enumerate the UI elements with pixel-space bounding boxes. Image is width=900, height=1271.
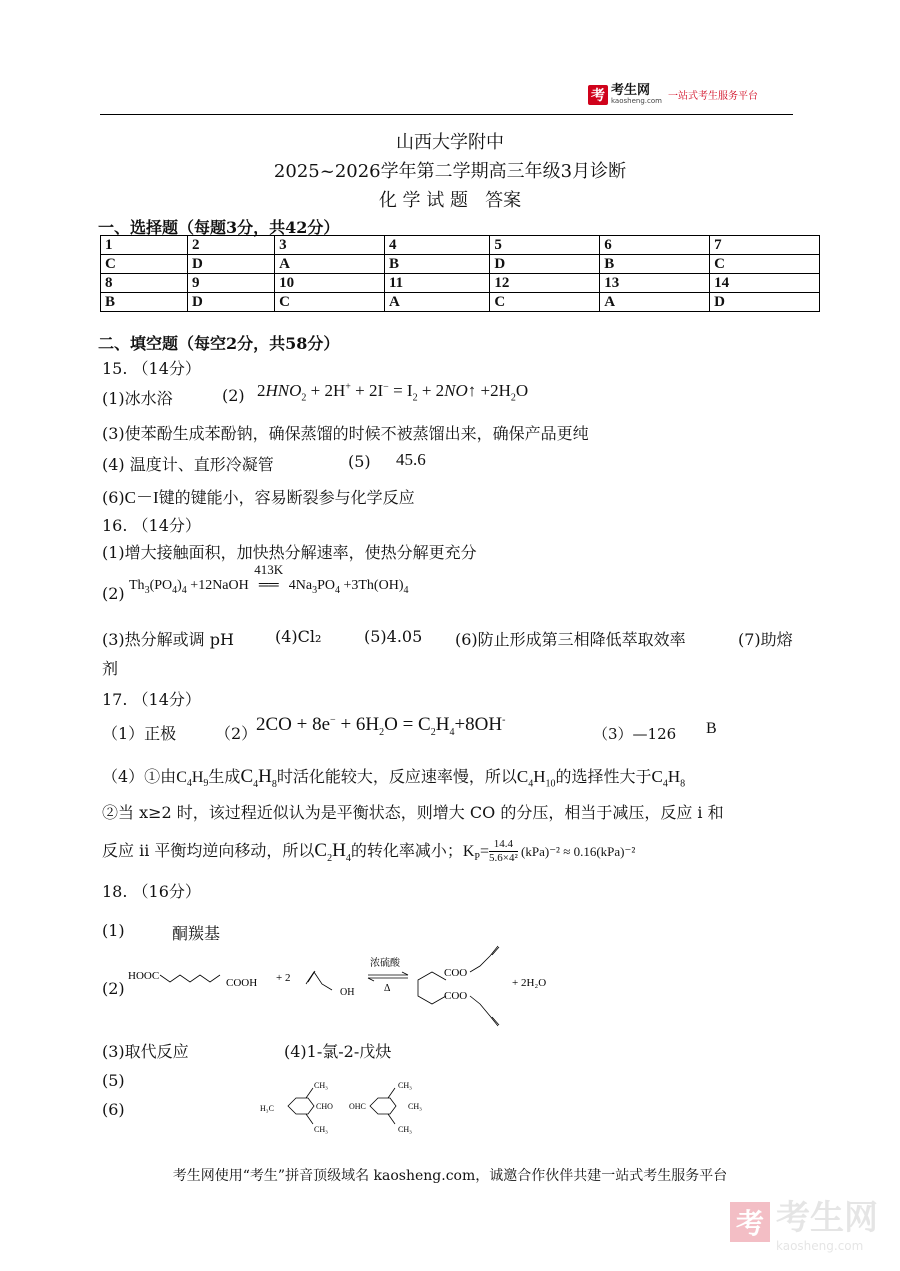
table-cell: C bbox=[490, 293, 600, 312]
bond-formula: C－I bbox=[124, 488, 159, 507]
table-cell: D bbox=[710, 293, 820, 312]
benzene-ring-left bbox=[288, 1098, 314, 1114]
q16-heading: 16. （14分） bbox=[102, 516, 201, 535]
table-cell: B bbox=[600, 255, 710, 274]
q16-answer-6: (6)防止形成第三相降低萃取效率 bbox=[455, 630, 686, 649]
kp-numerator: 14.4 bbox=[489, 838, 518, 852]
condition-heat: Δ bbox=[384, 983, 391, 994]
table-cell: 6 bbox=[600, 236, 710, 255]
methyl-bottom-right: CH₃ bbox=[398, 1125, 412, 1134]
q18-heading: 18. （16分） bbox=[102, 882, 201, 901]
table-cell: D bbox=[188, 255, 275, 274]
q15-answer-5: 45.6 bbox=[396, 450, 426, 469]
q18-answer-2-label: (2) bbox=[102, 979, 125, 998]
q16-answer-3: (3)热分解或调 pH bbox=[102, 630, 234, 649]
q15-answer-3: (3)使苯酚生成苯酚钠，确保蒸馏的时候不被蒸馏出来，确保产品更纯 bbox=[102, 424, 589, 443]
table-cell: C bbox=[275, 293, 385, 312]
methyl-bottom-left: CH₃ bbox=[314, 1125, 328, 1134]
methyl-left: H₃C bbox=[260, 1104, 274, 1113]
reagent-hooc: HOOC bbox=[128, 970, 160, 982]
exam-title: 2025~2026学年第二学期高三年级3月诊断 bbox=[273, 161, 627, 182]
table-cell: D bbox=[490, 255, 600, 274]
page-footer: 考生网使用“考生”拼音顶级域名 kaosheng.com，诚邀合作伙伴共建一站式考生服务平台 bbox=[172, 1168, 728, 1184]
q17-heading: 17. （14分） bbox=[102, 690, 201, 709]
q15-answer-1: (1)冰水浴 bbox=[102, 389, 173, 408]
q16-answer-5: (5)4.05 bbox=[364, 627, 423, 646]
q15-answer-2-label: (2) bbox=[222, 386, 245, 405]
table-cell: B bbox=[384, 255, 489, 274]
condition-h2so4: 浓硫酸 bbox=[370, 958, 400, 969]
table-cell: 5 bbox=[490, 236, 600, 255]
watermark-domain: kaosheng.com bbox=[776, 1239, 864, 1253]
watermark bbox=[730, 1190, 878, 1253]
table-cell: 2 bbox=[188, 236, 275, 255]
ester-coo-bottom: COO bbox=[444, 990, 468, 1002]
q18-answer-5-label: (5) bbox=[102, 1071, 125, 1090]
q16-answer-4: (4)Cl₂ bbox=[275, 627, 322, 646]
kp-label: K bbox=[462, 843, 475, 860]
adipic-chain bbox=[160, 975, 220, 982]
methyl-top-right: CH₃ bbox=[398, 1081, 412, 1090]
q18-answer-1-label: (1) bbox=[102, 921, 125, 940]
aldehyde-ohc: OHC bbox=[349, 1102, 366, 1111]
q15-answer-6-text: 键的键能小，容易断裂参与化学反应 bbox=[158, 488, 415, 507]
table-row bbox=[101, 255, 820, 274]
q17-answer-1: （1）正极 bbox=[102, 724, 177, 743]
q17-answer-2-label: （2） bbox=[215, 724, 258, 743]
q17-answer-4-line2: ②当 x≥2 时，该过程近似认为是平衡状态，则增大 CO 的分压，相当于减压，反应 i 和 bbox=[102, 803, 724, 822]
q18-answer-6-label: (6) bbox=[102, 1100, 125, 1119]
subject-title: 化 学 试 题 答案 bbox=[378, 190, 522, 211]
q17-answer-4-post: 时活化能较大，反应速率慢，所以 bbox=[276, 767, 517, 786]
kp-approx: ≈ 0.16(kPa)⁻² bbox=[563, 844, 636, 859]
aldehyde-cho: CHO bbox=[316, 1102, 333, 1111]
table-row bbox=[101, 236, 820, 255]
section-choice-heading: 一、选择题（每题3分，共42分） bbox=[98, 218, 340, 237]
table-cell: 10 bbox=[275, 274, 385, 293]
table-cell: 13 bbox=[600, 274, 710, 293]
ester-coo-top: COO bbox=[444, 967, 468, 979]
logo-icon: 考 bbox=[588, 85, 608, 105]
kp-denominator: 5.6×4² bbox=[489, 852, 518, 864]
benzene-ring-right bbox=[370, 1098, 396, 1114]
allyl-chain-bottom bbox=[470, 996, 498, 1026]
allyl-oh: OH bbox=[340, 987, 355, 998]
plus-two: + 2 bbox=[276, 972, 291, 984]
q16-answer-1: (1)增大接触面积，加快热分解速率，使热分解更充分 bbox=[102, 543, 477, 562]
table-cell: 11 bbox=[384, 274, 489, 293]
reagent-cooh: COOH bbox=[226, 977, 258, 989]
table-cell: B bbox=[101, 293, 188, 312]
q15-equation: $2HNO_2 + 2H^+ + 2I^- = I_2$ + 2NO↑ $+2H_2O$ bbox=[257, 381, 529, 404]
table-cell: C bbox=[101, 255, 188, 274]
section-fill-heading: 二、填空题（每空2分，共58分） bbox=[98, 334, 340, 353]
methyl-top-left: CH₃ bbox=[314, 1081, 328, 1090]
header-logo bbox=[588, 84, 758, 105]
allyl-chain-top bbox=[470, 946, 498, 972]
q15-answer-5-label: (5) bbox=[348, 452, 371, 471]
q15-answer-4: (4) 温度计、直形冷凝管 bbox=[102, 455, 274, 474]
allyl-alcohol bbox=[306, 972, 332, 990]
diester-ring bbox=[418, 972, 446, 1004]
q17-answer-4-prefix: （4）①由 bbox=[102, 767, 177, 786]
q18-answer-1: 酮羰基 bbox=[172, 924, 221, 943]
q17-answer-4-line3-post: 的转化率减小； bbox=[350, 841, 463, 860]
q17-answer-4-line3-text: 反应 ii 平衡均逆向移动，所以 bbox=[102, 841, 315, 860]
q18-answer-4: (4)1-氯-2-戊炔 bbox=[284, 1042, 392, 1061]
q15-answer-6 bbox=[102, 483, 415, 508]
answer-table bbox=[100, 235, 820, 312]
q17-answer-4-line3: 反应 ii 平衡均逆向移动，所以$C_2H_4$的转化率减小；$K_P=$ $\frac{14.4}{\text{5.6×4²}}$ (kPa)⁻² ≈ 0.16(kPa)⁻² bbox=[102, 838, 636, 864]
q17-answer-3b: B bbox=[706, 720, 717, 737]
table-cell: A bbox=[275, 255, 385, 274]
q17-answer-4-end: 的选择性大于 bbox=[555, 767, 652, 786]
q15-answer-6-label: (6) bbox=[102, 488, 125, 507]
table-row bbox=[101, 293, 820, 312]
q18-answer-3: (3)取代反应 bbox=[102, 1042, 189, 1061]
logo-name: 考生网 bbox=[611, 83, 651, 98]
header-divider bbox=[100, 114, 793, 115]
kp-unit: (kPa)⁻² bbox=[521, 844, 560, 859]
watermark-logo-icon: 考 bbox=[730, 1202, 770, 1242]
kp-fraction bbox=[489, 838, 518, 865]
q16-answer-7-cont: 剂 bbox=[102, 659, 119, 678]
esterification-equation bbox=[126, 944, 556, 1028]
table-cell: A bbox=[384, 293, 489, 312]
q17-answer-4-mid: 生成 bbox=[208, 767, 241, 786]
table-cell: 1 bbox=[101, 236, 188, 255]
q16-equation: $Th_3(PO_4)_4$ +12NaOH 413K ══ $4Na_3PO_4 +3Th(OH)_4$ bbox=[129, 562, 409, 596]
logo-slogan: 一站式考生服务平台 bbox=[667, 91, 758, 102]
q16-answer-2-label: (2) bbox=[102, 584, 125, 603]
q17-answer-3: （3）—126 bbox=[593, 725, 677, 743]
table-cell: 12 bbox=[490, 274, 600, 293]
water-product: + 2H₂O bbox=[512, 977, 547, 989]
table-cell: 7 bbox=[710, 236, 820, 255]
q17-equation: $2CO + 8e^- + 6H_2O = C_2H_4+8OH^-$ bbox=[256, 714, 506, 738]
table-cell: 4 bbox=[384, 236, 489, 255]
watermark-text: 考生网 bbox=[776, 1198, 878, 1238]
table-cell: A bbox=[600, 293, 710, 312]
methyl-right: CH₃ bbox=[408, 1102, 422, 1111]
table-cell: C bbox=[710, 255, 820, 274]
table-cell: D bbox=[188, 293, 275, 312]
school-title: 山西大学附中 bbox=[396, 132, 504, 153]
table-cell: 3 bbox=[275, 236, 385, 255]
table-cell: 9 bbox=[188, 274, 275, 293]
aldehyde-structures bbox=[258, 1076, 438, 1138]
q15-heading: 15. （14分） bbox=[102, 359, 201, 378]
table-cell: 8 bbox=[101, 274, 188, 293]
table-cell: 14 bbox=[710, 274, 820, 293]
table-row bbox=[101, 274, 820, 293]
q17-answer-4-line1: （4）①由$C_4H_9$生成$C_4H_8$时活化能较大，反应速率慢，所以$C_4H_{10}$的选择性大于$C_4H_8$ bbox=[102, 766, 686, 790]
reaction-condition: 413K bbox=[254, 562, 284, 577]
q16-answer-7: (7)助熔 bbox=[738, 630, 793, 649]
logo-domain: kaosheng.com bbox=[611, 97, 662, 105]
